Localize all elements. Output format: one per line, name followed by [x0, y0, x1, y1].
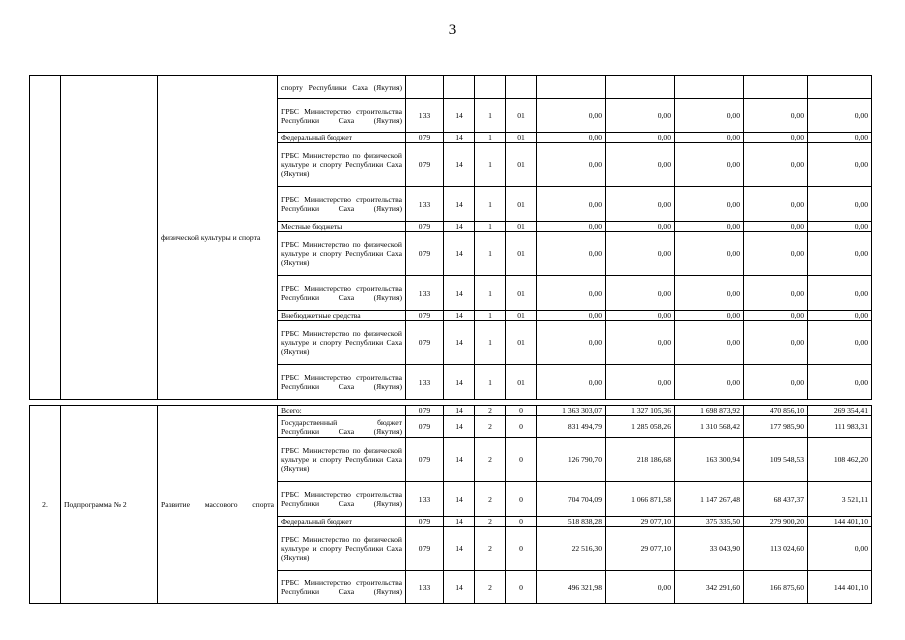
title-cell [61, 76, 158, 400]
code-cell: 079 [406, 143, 444, 187]
code-cell: 2 [475, 527, 506, 571]
value-cell: 0,00 [744, 365, 808, 400]
value-cell: 0,00 [808, 276, 872, 311]
value-cell: 704 704,09 [537, 482, 606, 517]
code-cell: 1 [475, 99, 506, 133]
value-cell: 177 985,90 [744, 416, 808, 438]
code-cell: 133 [406, 276, 444, 311]
value-cell: 0,00 [606, 365, 675, 400]
value-cell: 29 077,10 [606, 517, 675, 527]
source-cell: ГРБС Министерство по физической культуре и спорту Республики Саха (Якутия) [278, 527, 406, 571]
source-cell: Государственный бюджет Республики Саха (Якутия) [278, 416, 406, 438]
code-cell: 133 [406, 187, 444, 222]
value-cell: 0,00 [537, 311, 606, 321]
value-cell: 29 077,10 [606, 527, 675, 571]
code-cell: 14 [444, 187, 475, 222]
code-cell: 1 [475, 143, 506, 187]
code-cell: 079 [406, 527, 444, 571]
value-cell: 0,00 [537, 222, 606, 232]
value-cell: 144 401,10 [808, 517, 872, 527]
value-cell: 144 401,10 [808, 571, 872, 604]
source-cell: Федеральный бюджет [278, 133, 406, 143]
code-cell: 14 [444, 527, 475, 571]
value-cell: 0,00 [606, 143, 675, 187]
program-name-cell: Развитие массового спорта [158, 406, 278, 604]
code-cell: 079 [406, 416, 444, 438]
value-cell: 0,00 [675, 321, 744, 365]
code-cell: 14 [444, 143, 475, 187]
value-cell: 0,00 [808, 143, 872, 187]
value-cell: 22 516,30 [537, 527, 606, 571]
value-cell: 0,00 [744, 311, 808, 321]
code-cell: 079 [406, 517, 444, 527]
code-cell: 2 [475, 517, 506, 527]
code-cell: 079 [406, 321, 444, 365]
code-cell: 0 [506, 482, 537, 517]
code-cell: 14 [444, 311, 475, 321]
value-cell: 0,00 [808, 99, 872, 133]
code-cell: 1 [475, 187, 506, 222]
value-cell: 0,00 [744, 143, 808, 187]
value-cell: 0,00 [808, 222, 872, 232]
value-cell: 108 462,20 [808, 438, 872, 482]
code-cell: 0 [506, 406, 537, 416]
code-cell: 133 [406, 99, 444, 133]
code-cell: 1 [475, 232, 506, 276]
value-cell: 0,00 [808, 187, 872, 222]
code-cell: 01 [506, 133, 537, 143]
value-cell: 1 147 267,48 [675, 482, 744, 517]
value-cell: 0,00 [808, 133, 872, 143]
value-cell: 0,00 [537, 321, 606, 365]
code-cell: 0 [506, 416, 537, 438]
value-cell: 0,00 [606, 99, 675, 133]
value-cell: 0,00 [537, 187, 606, 222]
code-cell: 2 [475, 482, 506, 517]
code-cell: 01 [506, 187, 537, 222]
code-cell: 1 [475, 311, 506, 321]
value-cell: 0,00 [606, 311, 675, 321]
value-cell: 0,00 [744, 232, 808, 276]
value-cell: 0,00 [675, 365, 744, 400]
code-cell: 01 [506, 143, 537, 187]
value-cell: 0,00 [808, 321, 872, 365]
value-cell: 0,00 [537, 232, 606, 276]
value-cell: 375 335,50 [675, 517, 744, 527]
code-cell: 0 [506, 571, 537, 604]
source-cell: ГРБС Министерство строительства Республики Саха (Якутия) [278, 99, 406, 133]
source-cell: ГРБС Министерство строительства Республики Саха (Якутия) [278, 365, 406, 400]
code-cell: 14 [444, 482, 475, 517]
code-cell: 079 [406, 232, 444, 276]
code-cell: 079 [406, 222, 444, 232]
source-cell: ГРБС Министерство строительства Республики Саха (Якутия) [278, 276, 406, 311]
value-cell: 0,00 [606, 321, 675, 365]
code-cell: 14 [444, 406, 475, 416]
value-cell: 342 291,60 [675, 571, 744, 604]
code-cell: 01 [506, 222, 537, 232]
value-cell: 0,00 [606, 276, 675, 311]
source-cell: ГРБС Министерство строительства Республики Саха (Якутия) [278, 571, 406, 604]
value-cell: 0,00 [675, 133, 744, 143]
value-cell: 1 363 303,07 [537, 406, 606, 416]
value-cell: 163 300,94 [675, 438, 744, 482]
code-cell: 079 [406, 406, 444, 416]
value-cell: 0,00 [675, 99, 744, 133]
value-cell: 0,00 [808, 365, 872, 400]
code-cell: 14 [444, 99, 475, 133]
value-cell: 0,00 [606, 232, 675, 276]
value-cell: 111 983,31 [808, 416, 872, 438]
source-cell: ГРБС Министерство по физической культуре и спорту Республики Саха (Якутия) [278, 143, 406, 187]
value-cell: 0,00 [808, 232, 872, 276]
value-cell: 109 548,53 [744, 438, 808, 482]
value-cell: 0,00 [537, 365, 606, 400]
value-cell: 0,00 [675, 311, 744, 321]
code-cell: 133 [406, 482, 444, 517]
value-cell: 0,00 [675, 232, 744, 276]
code-cell: 01 [506, 321, 537, 365]
code-cell: 01 [506, 365, 537, 400]
value-cell: 113 024,60 [744, 527, 808, 571]
budget-table [29, 75, 872, 400]
value-cell: 0,00 [537, 99, 606, 133]
code-cell: 14 [444, 321, 475, 365]
value-cell: 0,00 [606, 187, 675, 222]
code-cell: 01 [506, 232, 537, 276]
program-name-cell: физической культуры и спорта [158, 76, 278, 400]
code-cell: 1 [475, 222, 506, 232]
source-cell: ГРБС Министерство по физической культуре и спорту Республики Саха (Якутия) [278, 438, 406, 482]
code-cell: 14 [444, 438, 475, 482]
code-cell: 2 [475, 438, 506, 482]
code-cell: 01 [506, 99, 537, 133]
value-cell: 831 494,79 [537, 416, 606, 438]
value-cell: 470 856,10 [744, 406, 808, 416]
value-cell: 33 043,90 [675, 527, 744, 571]
code-cell: 133 [406, 571, 444, 604]
value-cell: 0,00 [744, 133, 808, 143]
table-row [30, 76, 872, 99]
source-cell: спорту Республики Саха (Якутия) [278, 76, 406, 99]
value-cell: 0,00 [744, 187, 808, 222]
value-cell: 126 790,70 [537, 438, 606, 482]
source-cell: Всего: [278, 406, 406, 416]
code-cell: 14 [444, 133, 475, 143]
code-cell: 14 [444, 232, 475, 276]
subprogram-2-table [29, 405, 872, 604]
value-cell: 0,00 [675, 143, 744, 187]
code-cell: 14 [444, 276, 475, 311]
subprogram-title: Подпрограмма № 2 [61, 406, 158, 604]
value-cell: 0,00 [808, 527, 872, 571]
value-cell: 68 437,37 [744, 482, 808, 517]
value-cell: 1 698 873,92 [675, 406, 744, 416]
code-cell: 01 [506, 311, 537, 321]
code-cell: 14 [444, 365, 475, 400]
source-cell: ГРБС Министерство строительства Республики Саха (Якутия) [278, 482, 406, 517]
value-cell: 0,00 [606, 133, 675, 143]
number-cell [30, 76, 61, 400]
code-cell: 14 [444, 571, 475, 604]
value-cell: 0,00 [537, 276, 606, 311]
value-cell: 0,00 [675, 276, 744, 311]
code-cell: 14 [444, 416, 475, 438]
value-cell: 496 321,98 [537, 571, 606, 604]
value-cell: 518 838,28 [537, 517, 606, 527]
value-cell: 0,00 [675, 187, 744, 222]
value-cell: 218 186,68 [606, 438, 675, 482]
value-cell: 269 354,41 [808, 406, 872, 416]
value-cell: 1 285 058,26 [606, 416, 675, 438]
value-cell: 0,00 [744, 276, 808, 311]
value-cell: 0,00 [606, 222, 675, 232]
code-cell: 1 [475, 276, 506, 311]
table-row [30, 406, 872, 416]
source-cell: Местные бюджеты [278, 222, 406, 232]
source-cell: ГРБС Министерство строительства Республики Саха (Якутия) [278, 187, 406, 222]
code-cell: 0 [506, 438, 537, 482]
code-cell: 079 [406, 133, 444, 143]
value-cell: 1 310 568,42 [675, 416, 744, 438]
code-cell: 079 [406, 438, 444, 482]
source-cell: Федеральный бюджет [278, 517, 406, 527]
value-cell: 279 900,20 [744, 517, 808, 527]
code-cell: 133 [406, 365, 444, 400]
value-cell: 0,00 [744, 321, 808, 365]
code-cell: 1 [475, 321, 506, 365]
code-cell: 1 [475, 133, 506, 143]
code-cell: 0 [506, 527, 537, 571]
code-cell: 2 [475, 406, 506, 416]
code-cell: 0 [506, 517, 537, 527]
code-cell: 14 [444, 222, 475, 232]
code-cell: 01 [506, 276, 537, 311]
value-cell: 0,00 [537, 143, 606, 187]
value-cell: 0,00 [744, 222, 808, 232]
value-cell: 0,00 [537, 133, 606, 143]
code-cell: 14 [444, 517, 475, 527]
code-cell: 2 [475, 571, 506, 604]
code-cell: 1 [475, 365, 506, 400]
value-cell: 1 327 105,36 [606, 406, 675, 416]
row-number: 2. [30, 406, 61, 604]
code-cell: 2 [475, 416, 506, 438]
page-number: 3 [448, 22, 457, 38]
value-cell: 0,00 [808, 311, 872, 321]
value-cell: 0,00 [675, 222, 744, 232]
source-cell: Внебюджетные средства [278, 311, 406, 321]
value-cell: 0,00 [606, 571, 675, 604]
source-cell: ГРБС Министерство по физической культуре и спорту Республики Саха (Якутия) [278, 321, 406, 365]
value-cell: 0,00 [744, 99, 808, 133]
source-cell: ГРБС Министерство по физической культуре и спорту Республики Саха (Якутия) [278, 232, 406, 276]
code-cell: 079 [406, 311, 444, 321]
value-cell: 1 066 871,58 [606, 482, 675, 517]
value-cell: 166 875,60 [744, 571, 808, 604]
value-cell: 3 521,11 [808, 482, 872, 517]
